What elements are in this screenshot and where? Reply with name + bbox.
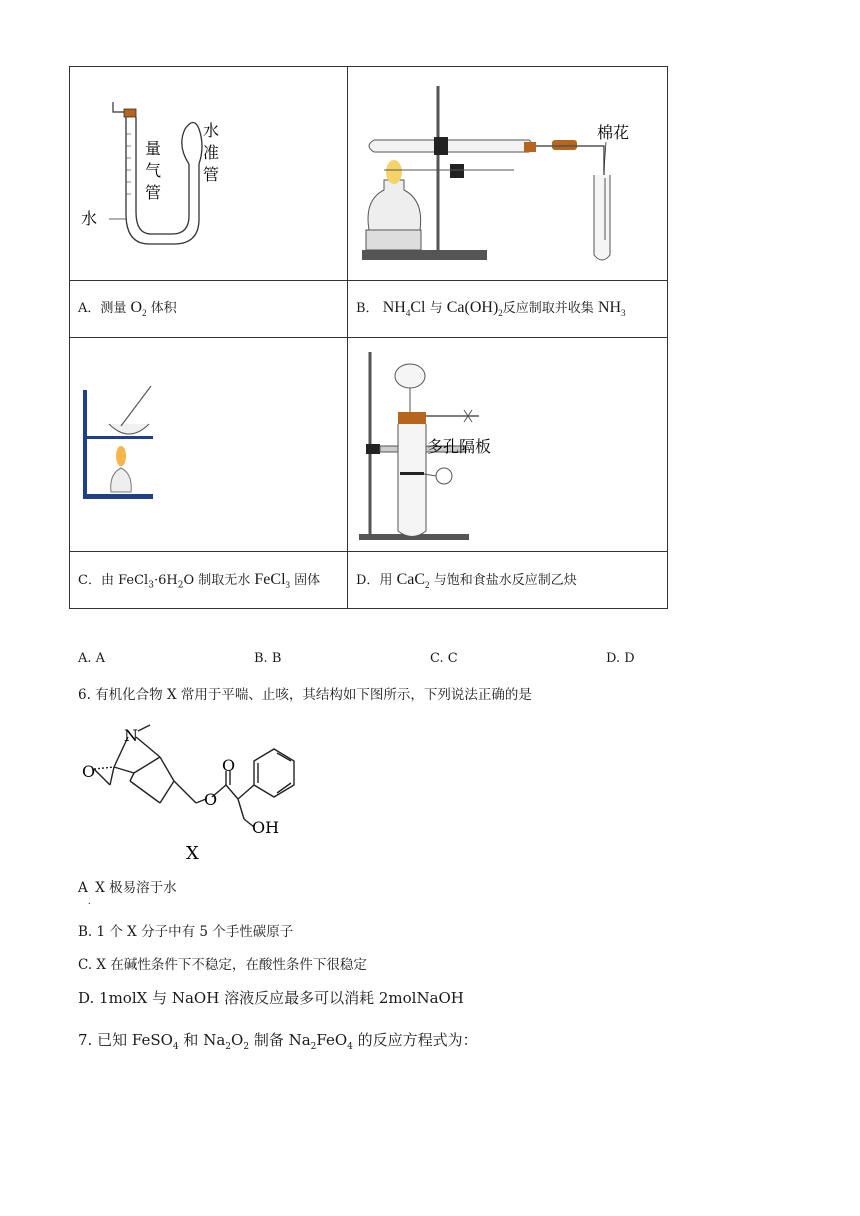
table-divider-1 (69, 280, 668, 281)
porous-plate-label: 多孔隔板 (427, 437, 492, 456)
option-a[interactable]: A. A (78, 651, 106, 666)
cell-c-caption: C．由 $FeCl_3\cdot 6H_2O$ 制取无水 FeCl$_3$ 固体 (78, 571, 321, 591)
option-d[interactable]: D. D (606, 651, 635, 666)
atom-n: N (124, 726, 138, 745)
cell-b-caption: B． $NH_4Cl$ 与 $Ca(OH)_2$反应制取并收集 $NH_3$ (356, 299, 626, 319)
atom-o-carbonyl: O (222, 756, 236, 775)
question-6-option-a[interactable]: $A_.$ X 极易溶于水 (78, 880, 177, 907)
cell-a-caption: A．测量 $O_2$ 体积 (78, 299, 177, 319)
cotton-label: 棉花 (597, 123, 630, 142)
atom-o-ring: O (82, 762, 96, 781)
question-6-option-c[interactable]: C. X 在碱性条件下不稳定，在酸性条件下很稳定 (78, 957, 367, 973)
question-7-stem: 7. 已知 FeSO$_4$ 和 $Na_2O_2$ 制备 $Na_2FeO_4$ 的反应方程式为： (78, 1031, 478, 1052)
gas-tube-label-2: 气 (145, 161, 162, 180)
level-tube-label-3: 管 (203, 165, 220, 184)
option-c[interactable]: C. C (430, 651, 458, 666)
evaporation-apparatus-figure (81, 384, 161, 504)
gas-tube-label-1: 量 (145, 139, 162, 158)
molecule-x-structure (78, 715, 308, 865)
molecule-name-x: X (186, 843, 199, 864)
gas-tube-label-3: 管 (145, 183, 162, 202)
experiment-table (69, 66, 668, 609)
ammonia-apparatus-figure (354, 80, 654, 270)
atom-o-ester: O (204, 790, 218, 809)
level-tube-label-2: 准 (203, 143, 220, 162)
level-tube-label-1: 水 (203, 121, 220, 140)
acetylene-apparatus-figure (354, 346, 584, 546)
table-divider-2 (69, 337, 668, 338)
table-divider-3 (69, 551, 668, 552)
group-oh: OH (252, 818, 280, 837)
question-6-option-d[interactable]: D. 1molX 与 NaOH 溶液反应最多可以消耗 2molNaOH (78, 989, 464, 1007)
gas-measuring-apparatus-figure (79, 94, 229, 254)
question-6-option-b[interactable]: B. 1 个 X 分子中有 5 个手性碳原子 (78, 924, 294, 940)
cell-d-caption: D．用 CaC$_2$ 与饱和食盐水反应制乙炔 (356, 571, 577, 591)
answer-options (78, 651, 778, 671)
option-b[interactable]: B. B (254, 651, 282, 666)
water-label: 水 (81, 209, 98, 228)
question-6-stem: 6. 有机化合物 X 常用于平喘、止咳，其结构如下图所示，下列说法正确的是 (78, 687, 532, 703)
